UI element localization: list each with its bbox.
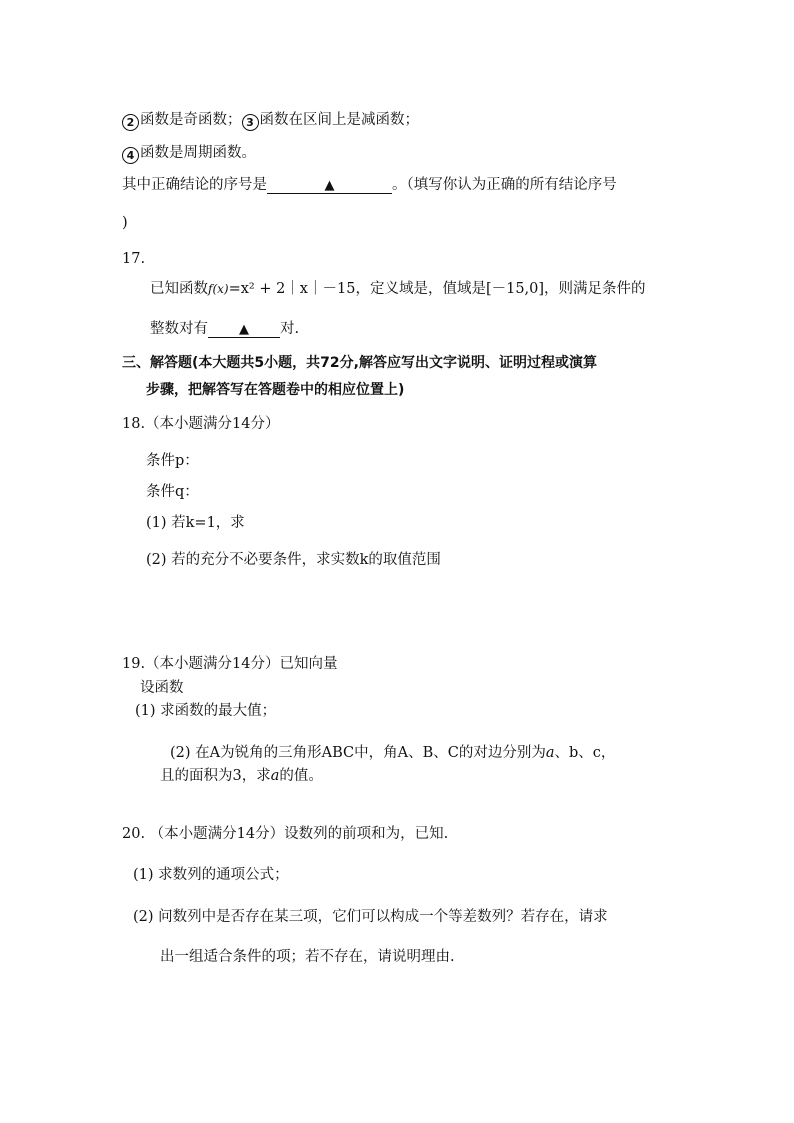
q17-line1-b: =x² + 2｜x｜－15，定义域是，值域是[－15,0]，则满足条件的 — [228, 281, 646, 297]
q16-item-4 — [122, 144, 256, 164]
q16-answer-blank[interactable] — [267, 178, 392, 194]
q18-header: 18.（本小题满分14分） — [122, 416, 280, 432]
q17-line2-suffix: 对. — [280, 321, 300, 337]
q16-item-3-text: 函数在区间上是减函数； — [259, 112, 419, 128]
section-3-heading-line-1: 三、解答题(本大题共5小题，共72分,解答应写出文字说明、证明过程或演算 — [122, 355, 597, 371]
triangle-marker-icon: ▲ — [324, 178, 335, 193]
q20-part-1: (1) 求数列的通项公式； — [133, 867, 289, 883]
q18-part-1: (1) 若k=1，求 — [146, 515, 245, 531]
q19-header: 19.（本小题满分14分）已知向量 — [122, 656, 338, 672]
q18-condition-q: 条件q： — [146, 484, 199, 500]
q16-answer-line — [122, 176, 617, 194]
q16-item-4-text: 函数是周期函数。 — [140, 145, 256, 161]
section-3-heading-line-2: 步骤，把解答写在答题卷中的相应位置上) — [146, 382, 405, 398]
q19-part2-line2-text-a: 且的面积为3，求 — [160, 768, 271, 784]
circled-number-3: 3 — [242, 114, 259, 131]
q19-define-function: 设函数 — [140, 680, 184, 696]
q19-var-a: a — [545, 745, 555, 761]
q17-line2-prefix: 整数对有 — [150, 321, 208, 337]
q18-part-2: (2) 若的充分不必要条件，求实数k的取值范围 — [146, 552, 441, 568]
q16-closing-paren: ) — [122, 215, 128, 231]
circled-number-4: 4 — [122, 147, 139, 164]
q17-answer-blank[interactable] — [208, 322, 280, 338]
q16-answer-suffix: 。（填写你认为正确的所有结论序号 — [392, 177, 617, 193]
q19-part2-text-a: (2) 在A为锐角的三角形ABC中，角A、B、C的对边分别为 — [170, 745, 546, 761]
triangle-marker-icon: ▲ — [239, 322, 249, 337]
q20-header: 20. （本小题满分14分）设数列的前项和为，已知. — [122, 826, 449, 842]
circled-number-2: 2 — [122, 114, 139, 131]
q20-part-2-line-1: (2) 问数列中是否存在某三项，它们可以构成一个等差数列？若存在，请求 — [133, 909, 608, 925]
q17-line-2 — [150, 320, 299, 338]
q18-condition-p: 条件p： — [146, 453, 199, 469]
q17-line-1 — [150, 280, 646, 298]
q19-part-2-line-1 — [170, 744, 615, 762]
q19-part-2-line-2 — [160, 767, 323, 785]
q19-part2-text-b: 、b、c， — [554, 745, 616, 761]
q17-fx: f(x) — [208, 282, 229, 296]
q16-item-2-and-3 — [122, 111, 419, 131]
q17-number: 17. — [122, 251, 146, 267]
q20-part-2-line-2: 出一组适合条件的项；若不存在，请说明理由. — [160, 949, 455, 965]
q19-var-a-2: a — [270, 768, 280, 784]
q16-answer-prefix: 其中正确结论的序号是 — [122, 177, 267, 193]
q16-item-2-text: 函数是奇函数； — [140, 112, 242, 128]
q19-part2-line2-text-b: 的值。 — [279, 768, 323, 784]
q19-part-1: (1) 求函数的最大值； — [135, 703, 277, 719]
q17-line1-a: 已知函数 — [150, 281, 208, 297]
